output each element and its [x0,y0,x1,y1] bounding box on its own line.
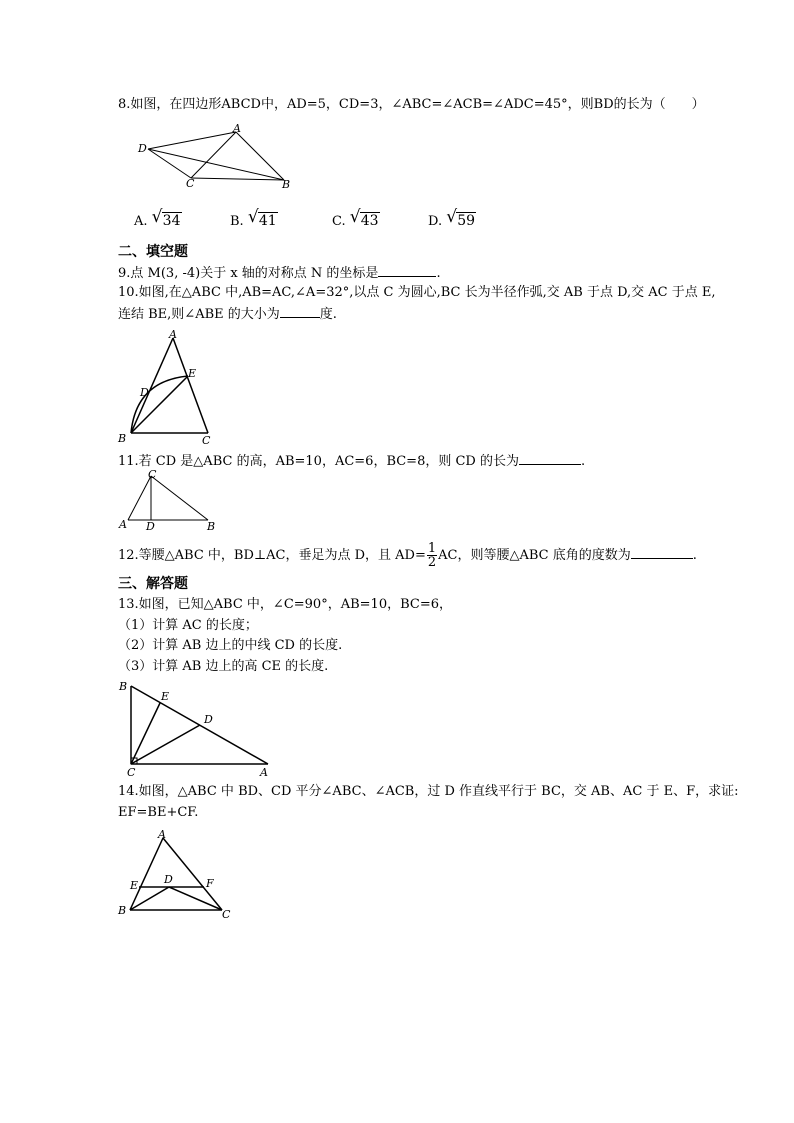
q14-line1: 14.如图，△ABC 中 BD、CD 平分∠ABC、∠ACB，过 D 作直线平行于 BC，交 AB、AC 于 E、F，求证: [118,784,739,799]
q8-option-a: A. √ 34 [134,207,181,229]
q8-figure [136,124,296,190]
q8-label-d: D [138,142,147,155]
q10-figure [118,326,218,446]
q14-label-b: B [118,904,127,917]
q14-label-a: A [158,828,166,841]
q8-option-b: B. √ 41 [230,207,277,229]
q8-option-d: D. √ 59 [428,207,476,229]
q10-label-a: A [169,328,177,341]
q13-label-d: D [204,713,213,726]
q10-label-d: D [140,386,149,399]
q14-label-f: F [206,877,214,890]
q14-figure [118,826,238,920]
q8-option-c: C. √ 43 [332,207,379,229]
q12-text: 12.等腰△ABC 中，BD⊥AC，垂足为点 D，且 AD= $\frac{1}{2}$ AC，则等腰△ABC 底角的度数为 . [118,541,697,570]
section-solve-title: 三、解答题 [118,576,188,592]
q11-text: 11.若 CD 是△ABC 的高，AB=10，AC=6，BC=8，则 CD 的长为 . [118,451,585,471]
q13-part2: （2）计算 AB 边上的中线 CD 的长度. [118,638,343,653]
q10-line2: 连结 BE,则∠ABE 的大小为 度. [118,304,337,324]
q10-line1: 10.如图,在△ABC 中,AB=AC,∠A=32°,以点 C 为圆心,BC 长为半径作弧,交 AB 于点 D,交 AC 于点 E, [118,285,716,300]
q14-line2: EF=BE+CF. [118,805,199,820]
q13-label-e: E [161,690,170,703]
q13-part1: （1）计算 AC 的长度； [118,618,258,633]
q8-label-a: A [233,122,241,135]
q13-part3: （3）计算 AB 边上的高 CE 的长度. [118,659,329,674]
section-fill-in-title: 二、填空题 [118,244,188,260]
q11-label-d: D [146,520,155,533]
q13-label-a: A [260,766,268,779]
q9-text: 9.点 M(3, -4)关于 x 轴的对称点 N 的坐标是 . [118,263,441,283]
q10-label-e: E [188,367,197,380]
q11-figure [118,470,218,532]
q14-label-d: D [164,873,173,886]
q13-label-b: B [119,680,128,693]
q11-label-b: B [207,520,216,533]
q14-label-e: E [130,879,139,892]
q10-label-c: C [202,434,211,447]
q13-intro: 13.如图，已知△ABC 中，∠C=90°，AB=10，BC=6， [118,597,452,612]
q8-label-c: C [186,177,195,190]
q8-text: 8.如图，在四边形ABCD中，AD=5，CD=3，∠ABC=∠ACB=∠ADC=45°，则BD的长为（ ） [118,97,705,112]
q14-label-c: C [222,908,231,921]
q8-label-b: B [282,178,291,191]
q11-label-a: A [119,518,127,531]
q13-figure [118,678,278,780]
q13-label-c: C [127,766,136,779]
q10-label-b: B [118,432,127,445]
q12-fraction: $\frac{1}{2}$ [427,541,437,570]
q11-label-c: C [148,468,157,481]
